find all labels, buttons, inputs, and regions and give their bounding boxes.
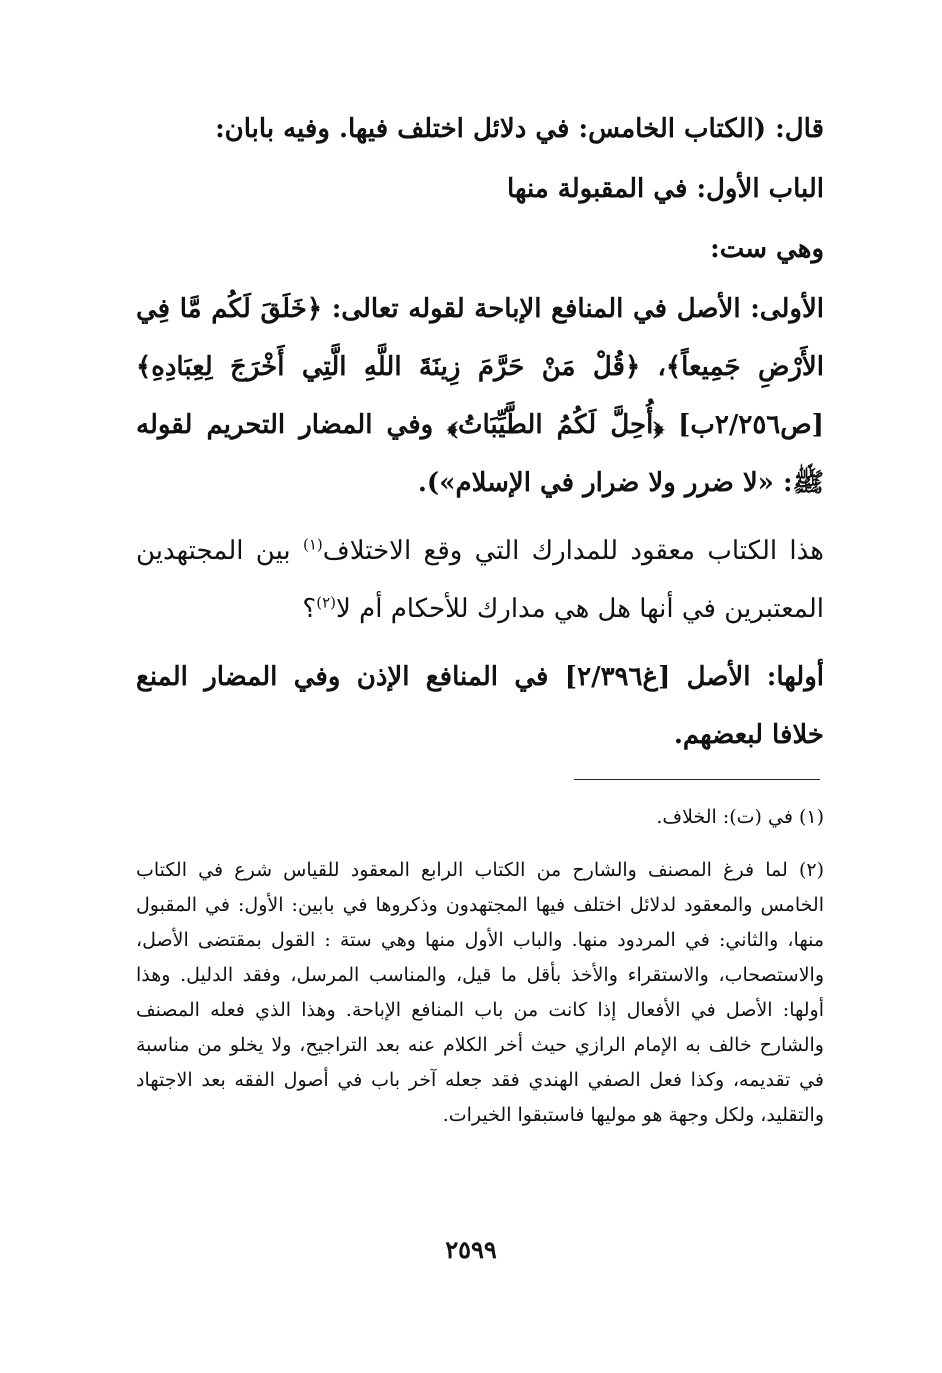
footnote-2: (٢) لما فرغ المصنف والشارح من الكتاب الرابع المعقود للقياس شرع في الكتاب الخامس والمعقود لدلائل اختلف فيها المجتهدون وذكروها في بابين: الأول: في المقبول منها، والثاني: في المردود منها. والباب الأول منها وهي ستة : القول بمقتضى الأصل، والاستصحاب، والاستقراء والأخذ بأقل ما قيل، والمناسب المرسل، وفقد الدليل. وهذا أولها: الأصل في الأفعال إذا كانت من باب المنافع الإباحة. وهذا الذي فعله المصنف والشارح خالف به الإمام الرازي حيث أخر الكلام عنه بعد التراجيح، ولا يخلو من مناسبة في تقديمه، وكذا فعل الصفي الهندي فقد جعله آخر باب في أصول الفقه بعد الاجتهاد والتقليد، ولكل وجهة هو موليها فاستبقوا الخيرات. [136,859,824,1126]
footnote-1: (١) في (ت): الخلاف. [656,806,824,828]
commentary-text-2: بين المجتهدين المعتبرين في أنها هل هي مدارك للأحكام أم لا [136,536,824,624]
footnotes-block [136,800,824,1133]
first-rule-paragraph: الأولى: الأصل في المنافع الإباحة لقوله تعالى: ﴿خَلَقَ لَكُم مَّا فِي الأَرْضِ جَمِيعاً﴾، ﴿قُلْ مَنْ حَرَّمَ زِينَةَ اللَّهِ الَّتِي أَخْرَجَ لِعِبَادِهِ﴾ [ص٢/٢٥٦ب] ﴿أُحِلَّ لَكُمُ الطَّيِّبَاتُ﴾ وفي المضار التحريم لقوله ﷺ: «لا ضرر ولا ضرار في الإسلام»). [136,294,824,498]
section-heading: الباب الأول: في المقبولة منها [507,174,824,204]
first-item-paragraph: أولها: الأصل [غ٢/٣٩٦] في المنافع الإذن وفي المضار المنع خلافا لبعضهم. [136,662,824,750]
page-number: ٢٥٩٩ [445,1235,497,1264]
footnote-ref-2[interactable]: (٢) [316,593,337,612]
footnote-ref-1[interactable]: (١) [302,535,323,554]
chapter-heading: قال: (الكتاب الخامس: في دلائل اختلف فيها. وفيه بابان: [215,114,824,144]
commentary-text-1: هذا الكتاب معقود للمدارك التي وقع الاختلاف [322,536,824,566]
subsection-heading: وهي ست: [710,234,824,264]
main-text-block [136,100,824,764]
commentary-paragraph [136,522,824,638]
commentary-text-3: ؟ [302,594,317,624]
footnote-separator [574,779,820,780]
